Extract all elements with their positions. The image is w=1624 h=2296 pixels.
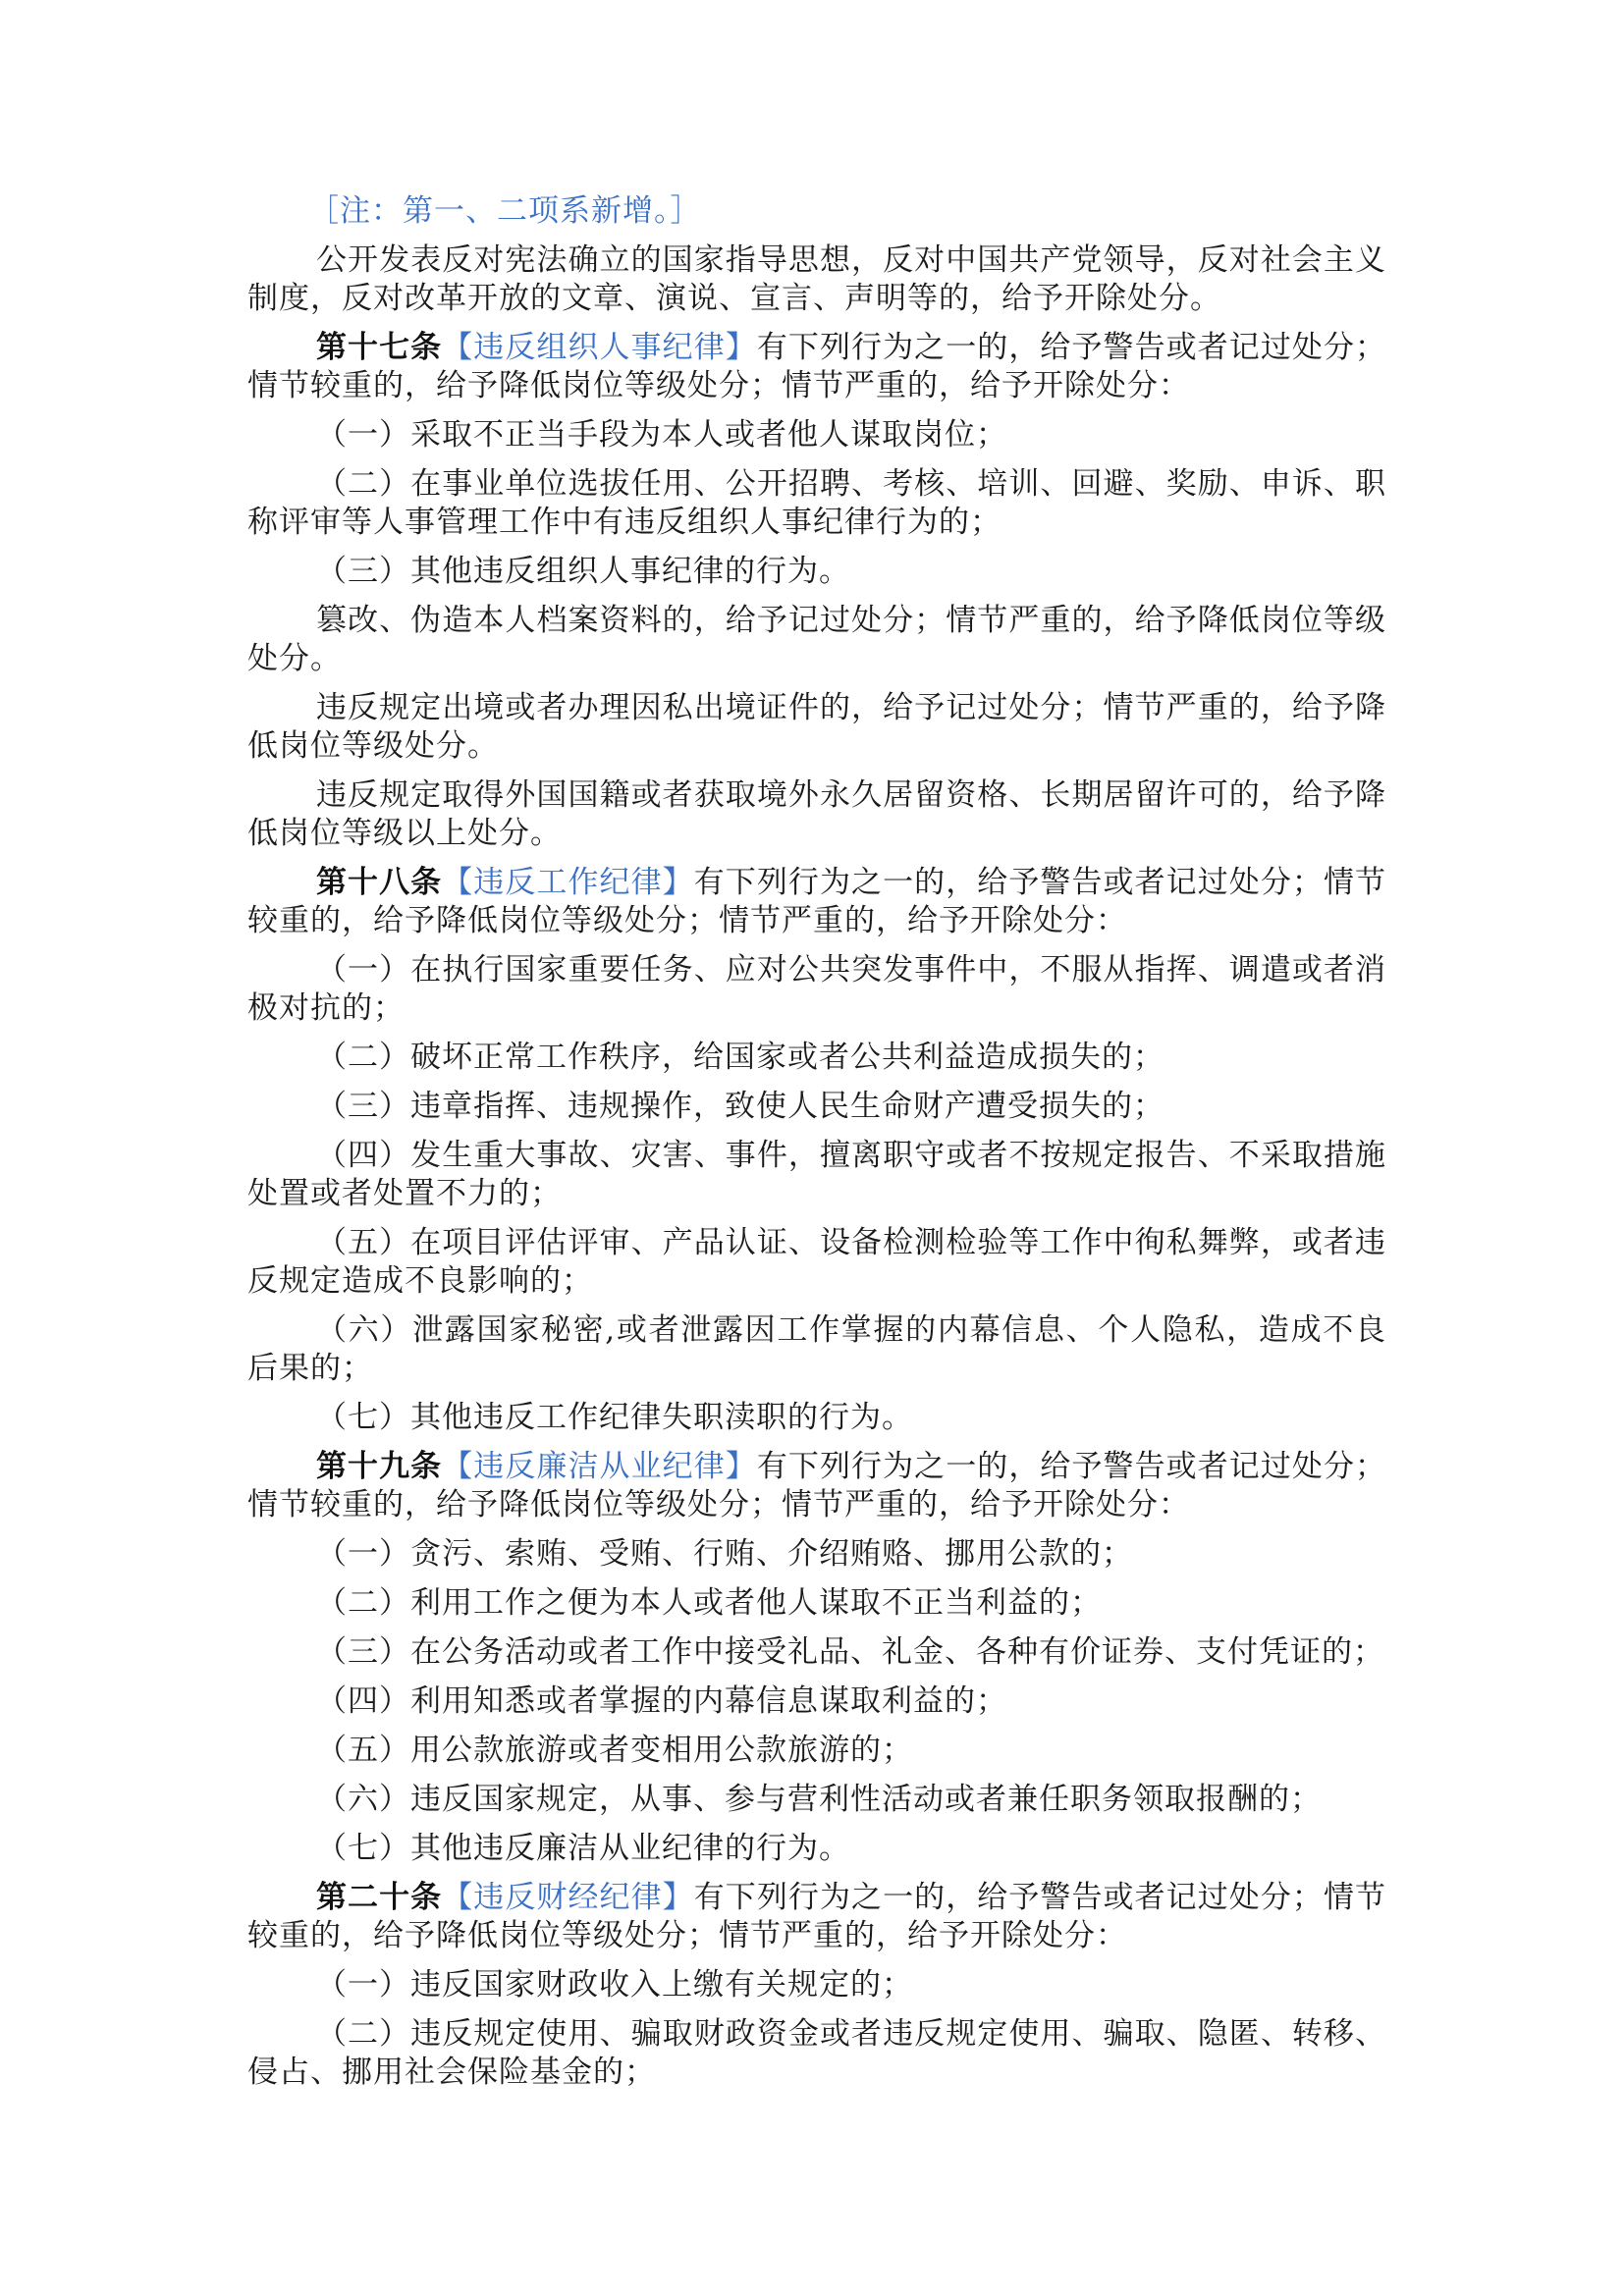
article-19-item-3: （三）在公务活动或者工作中接受礼品、礼金、各种有价证券、支付凭证的； — [316, 1634, 1384, 1670]
article-17-extra-2: 违反规定出境或者办理因私出境证件的，给予记过处分；情节严重的，给予降低岗位等级处分。 — [247, 690, 1386, 764]
article-17-extra-1: 篡改、伪造本人档案资料的，给予记过处分；情节严重的，给予降低岗位等级处分。 — [247, 603, 1386, 676]
article-19-number: 第十九条 — [316, 1449, 443, 1484]
article-19-item-6: （六）违反国家规定，从事、参与营利性活动或者兼任职务领取报酬的； — [316, 1782, 1322, 1817]
article-19-item-7: （七）其他违反廉洁从业纪律的行为。 — [316, 1831, 850, 1866]
article-17-heading — [247, 329, 1386, 405]
article-18-item-7: （七）其他违反工作纪律失职渎职的行为。 — [316, 1400, 913, 1435]
article-17-extra-3: 违反规定取得外国国籍或者获取境外永久居留资格、长期居留许可的，给予降低岗位等级以上处分。 — [247, 777, 1386, 851]
article-20-tag: 【违反财经纪律】 — [442, 1880, 694, 1915]
article-18-item-6: （六）泄露国家秘密,或者泄露因工作掌握的内幕信息、个人隐私，造成不良后果的； — [247, 1312, 1386, 1386]
article-18-text: 有下列行为之一的，给予警告或者记过处分；情节较重的，给予降低岗位等级处分；情节严重的，给予开除处分： — [247, 865, 1387, 938]
article-19-item-5: （五）用公款旅游或者变相用公款旅游的； — [316, 1733, 913, 1768]
article-17-text: 有下列行为之一的，给予警告或者记过处分；情节较重的，给予降低岗位等级处分；情节严重的，给予开除处分： — [247, 330, 1387, 403]
article-18-item-1: （一）在执行国家重要任务、应对公共突发事件中，不服从指挥、调遣或者消极对抗的； — [247, 952, 1386, 1026]
article-20-item-2: （二）违反规定使用、骗取财政资金或者违反规定使用、骗取、隐匿、转移、侵占、挪用社会保险基金的； — [247, 2016, 1386, 2090]
article-19-text: 有下列行为之一的，给予警告或者记过处分；情节较重的，给予降低岗位等级处分；情节严重的，给予开除处分： — [247, 1449, 1387, 1522]
article-18-item-3: （三）违章指挥、违规操作，致使人民生命财产遭受损失的； — [316, 1089, 1164, 1124]
article-18-item-4: （四）发生重大事故、灾害、事件，擅离职守或者不按规定报告、不采取措施处置或者处置不力的； — [247, 1138, 1386, 1211]
article-19-tag: 【违反廉洁从业纪律】 — [442, 1449, 757, 1484]
paragraph-public-statement: 公开发表反对宪法确立的国家指导思想，反对中国共产党领导，反对社会主义制度，反对改革开放的文章、演说、宣言、声明等的，给予开除处分。 — [247, 242, 1386, 316]
article-17-item-1: （一）采取不正当手段为本人或者他人谋取岗位； — [316, 417, 1007, 453]
article-19-item-1: （一）贪污、索贿、受贿、行贿、介绍贿赂、挪用公款的； — [316, 1536, 1133, 1572]
article-20-text: 有下列行为之一的，给予警告或者记过处分；情节较重的，给予降低岗位等级处分；情节严重的，给予开除处分： — [247, 1880, 1387, 1953]
amendment-note: ［注：第一、二项系新增。］ — [308, 193, 702, 229]
article-20-item-1: （一）违反国家财政收入上缴有关规定的； — [316, 1967, 913, 2002]
article-17-number: 第十七条 — [316, 330, 443, 365]
article-18-tag: 【违反工作纪律】 — [442, 865, 694, 900]
document-body — [247, 192, 1386, 2103]
article-18-item-5: （五）在项目评估评审、产品认证、设备检测检验等工作中徇私舞弊，或者违反规定造成不良影响的； — [247, 1225, 1386, 1299]
article-17-tag: 【违反组织人事纪律】 — [442, 330, 757, 365]
article-18-number: 第十八条 — [316, 865, 443, 900]
article-17-item-3: （三）其他违反组织人事纪律的行为。 — [316, 554, 850, 589]
article-20-heading — [247, 1879, 1386, 1955]
article-19-heading — [247, 1448, 1386, 1524]
article-18-item-2: （二）破坏正常工作秩序，给国家或者公共利益造成损失的； — [316, 1040, 1164, 1075]
article-18-heading — [247, 864, 1386, 940]
article-19-item-4: （四）利用知悉或者掌握的内幕信息谋取利益的； — [316, 1683, 1007, 1719]
article-20-number: 第二十条 — [316, 1880, 443, 1915]
article-19-item-2: （二）利用工作之便为本人或者他人谋取不正当利益的； — [316, 1585, 1102, 1621]
article-17-item-2: （二）在事业单位选拔任用、公开招聘、考核、培训、回避、奖励、申诉、职称评审等人事管理工作中有违反组织人事纪律行为的； — [247, 466, 1386, 540]
